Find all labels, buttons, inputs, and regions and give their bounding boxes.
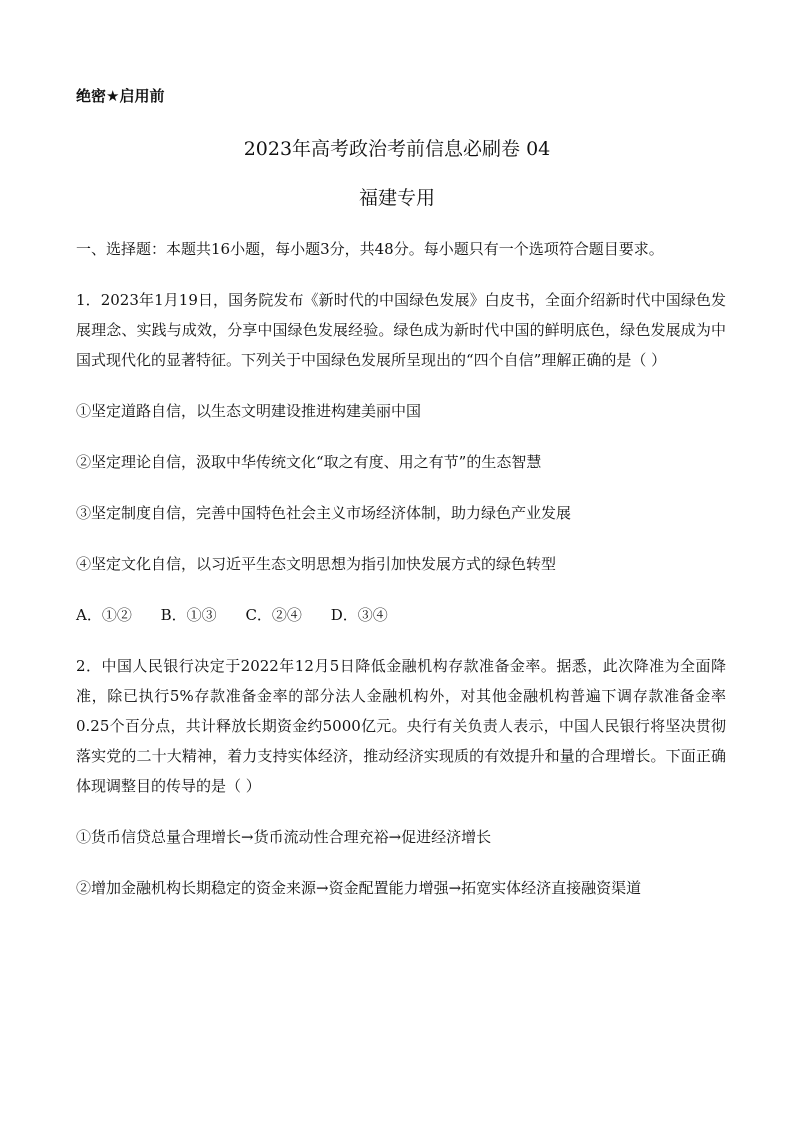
option-c: C．②④ bbox=[245, 606, 302, 624]
question-1-stem: 1．2023年1月19日，国务院发布《新时代的中国绿色发展》白皮书，全面介绍新时代中国绿色发展理念、实践与成效，分享中国绿色发展经验。绿色成为新时代中国的鲜明底色，绿色发展成为中国式现代化的显著特征。下列关于中国绿色发展所呈现出的“四个自信”理解正确的是（ ） bbox=[76, 291, 726, 369]
question-2-item-1: ①货币信贷总量合理增长→货币流动性合理充裕→促进经济增长 bbox=[76, 828, 492, 846]
exam-title: 2023年高考政治考前信息必刷卷 04 bbox=[243, 138, 551, 160]
question-2-item-2: ②增加金融机构长期稳定的资金来源→资金配置能力增强→拓宽实体经济直接融资渠道 bbox=[76, 879, 642, 897]
confidential-label: 绝密★启用前 bbox=[76, 87, 165, 105]
option-a: A．①② bbox=[76, 606, 132, 624]
question-1-item-4: ④坚定文化自信，以习近平生态文明思想为指引加快发展方式的绿色转型 bbox=[76, 555, 557, 573]
option-d: D．③④ bbox=[330, 606, 388, 624]
option-b: B．①③ bbox=[160, 606, 217, 624]
question-2-stem: 2．中国人民银行决定于2022年12月5日降低金融机构存款准备金率。据悉，此次降准为全面降准，除已执行5%存款准备金率的部分法人金融机构外，对其他金融机构普遍下调存款准备金率0.25个百分点，共计释放长期资金约5000亿元。央行有关负责人表示，中国人民银行将坚决贯彻落实党的二十大精神，着力支持实体经济，推动经济实现质的有效提升和量的合理增长。下面正确体现调整目的传导的是（ ） bbox=[76, 657, 726, 795]
exam-subtitle: 福建专用 bbox=[358, 187, 435, 209]
section-instructions: 一、选择题：本题共16小题，每小题3分，共48分。每小题只有一个选项符合题目要求。 bbox=[76, 240, 664, 258]
question-1-item-3: ③坚定制度自信，完善中国特色社会主义市场经济体制，助力绿色产业发展 bbox=[76, 504, 572, 522]
exam-body bbox=[76, 234, 726, 924]
question-1-options bbox=[76, 600, 726, 630]
question-1-item-2: ②坚定理论自信，汲取中华传统文化“取之有度、用之有节”的生态智慧 bbox=[76, 453, 542, 471]
question-1-item-1: ①坚定道路自信，以生态文明建设推进构建美丽中国 bbox=[76, 402, 422, 420]
